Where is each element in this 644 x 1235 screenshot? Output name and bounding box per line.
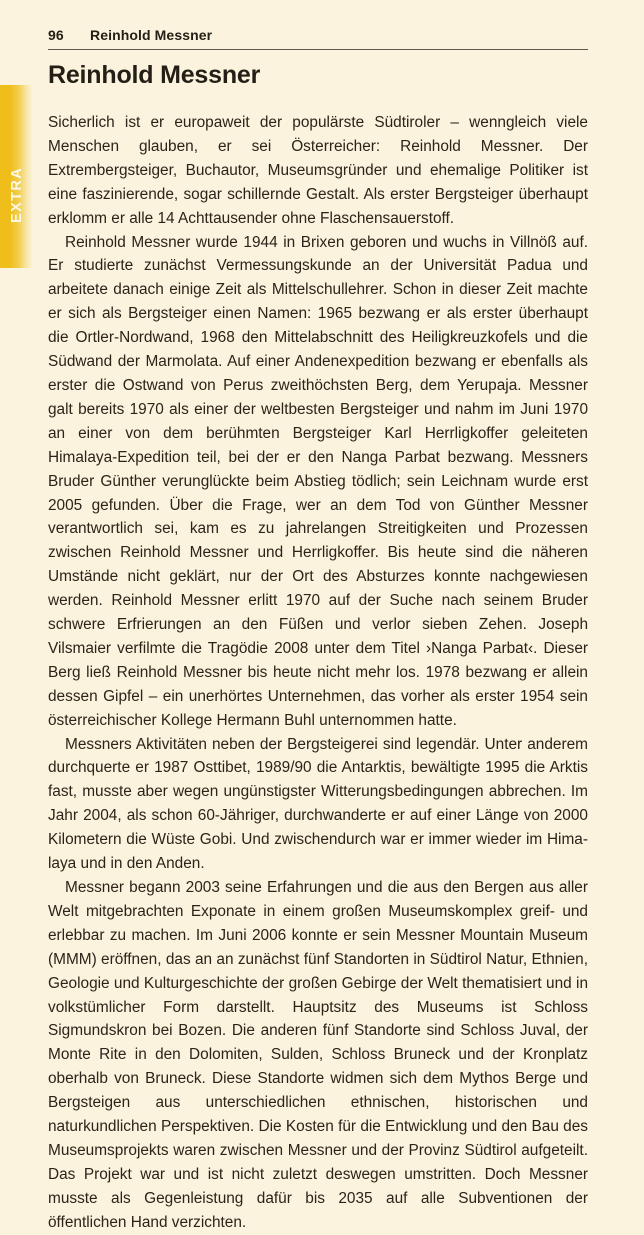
extra-side-tab	[0, 85, 33, 268]
running-head-title: Reinhold Messner	[90, 27, 213, 43]
paragraph: Messner begann 2003 seine Erfahrungen und die aus den Bergen aus aller Welt mitgebrachten Exponate in einem großen Museumskomplex greif- und erlebbar zu machen. Im Juni 2006 konnte er sein Messner Mountain Museum (MMM) eröffnen, das an an zunächst fünf Standorten in Südtirol Natur, Ethnien, Geologie und Kulturgeschichte der großen Gebirge der Welt thematisiert und in volkstümlicher Form darstellt. Hauptsitz des Museums ist Schloss Sigmundskron bei Bozen. Die anderen fünf Standorte sind Schloss Juval, der Monte Rite in den Dolomiten, Sulden, Schloss Bruneck und der Kronplatz oberhalb von Bruneck. Diese Standorte widmen sich dem Mythos Berge und Bergsteigen aus unterschiedlichen ethnischen, historischen und naturkundlichen Perspektiven. Die Kosten für die Entwicklung und den Bau des Museumsprojekts waren zwischen Messner und der Provinz Südtirol aufgeteilt. Das Projekt war und ist nicht zuletzt deswegen umstritten. Doch Messner musste als Gegenleistung dafür bis 2035 auf alle Subventionen der öffentlichen Hand verzichten.	[48, 879, 588, 1231]
extra-side-tab-label: EXTRA	[8, 166, 25, 223]
paragraph: Reinhold Messner wurde 1944 in Brixen geboren und wuchs in Villnöß auf. Er studierte zunächst Vermessungskunde an der Universität Padua und arbeitete danach einige Zeit als Mittelschullehrer. Schon in dieser Zeit machte er sich als Bergsteiger einen Namen: 1965 bezwang er als erster überhaupt die Ortler-Nordwand, 1968 den Mittelabschnitt des Heiligkreuzkofels und die Südwand der Marmolata. Auf einer Andenexpedition bezwang er ebenfalls als erster die Ostwand von Perus zweithöchsten Berg, dem Yerupaja. Messner galt bereits 1970 als einer der weltbesten Bergsteiger und nahm im Juni 1970 an einer von dem berühmten Bergsteiger Karl Herrligkoffer geleiteten Himalaya-Expedition teil, bei der er den Nanga Parbat bezwang. Messners Bruder Günther verunglückte beim Abstieg tödlich; sein Leichnam wurde erst 2005 gefunden. Über die Frage, wer an dem Tod von Günther Messner verantwortlich sei, kam es zu jahrelangen Streitigkeiten und Prozessen zwischen Reinhold Messner und Herrligkoffer. Bis heute sind die näheren Umstände nicht geklärt, nur der Ort des Absturzes konnte nachgewiesen werden. Reinhold Messner erlitt 1970 auf der Suche nach seinem Bruder schwere Erfrierungen an den Füßen und verlor sieben Zehen. Joseph Vilsmaier verfilmte die Tragödie 2008 unter dem Titel ›Nanga Parbat‹. Dieser Berg ließ Reinhold Messner bis heute nicht mehr los. 1978 bezwang er allein dessen Gipfel – ein unerhörtes Unternehmen, das vorher als erster 1954 sein österreichischer Kollege Hermann Buhl unternommen hatte.	[48, 233, 588, 729]
page-number: 96	[48, 27, 64, 43]
running-head	[48, 0, 588, 50]
paragraph: Sicherlich ist er europaweit der populärste Südtiroler – wenngleich viele Menschen glauben, er sei Österreicher: Reinhold Messner. Der Extrembergsteiger, Buchautor, Museumsgründer und ehemalige Politiker ist eine faszinierende, sogar schillernde Gestalt. Als erster Bergsteiger überhaupt erklomm er alle 14 Achttausender ohne Flaschensauerstoff.	[48, 114, 588, 227]
page-title: Reinhold Messner	[48, 61, 261, 89]
page-content	[48, 0, 588, 1235]
body-copy	[48, 111, 588, 1235]
paragraph: Messners Aktivitäten neben der Bergsteigerei sind legendär. Unter anderem durchquerte er 1987 Osttibet, 1989/90 die Antarktis, bewältigte 1995 die Arktis fast, musste aber wegen ungünstigster Witterungsbedingungen abbrechen. Im Jahr 2004, als schon 60-Jähriger, durchwanderte er auf einer Länge von 2000 Kilometern die Wüste Gobi. Und zwischendurch war er immer wieder im Himalaya und in den Anden.	[48, 735, 588, 873]
